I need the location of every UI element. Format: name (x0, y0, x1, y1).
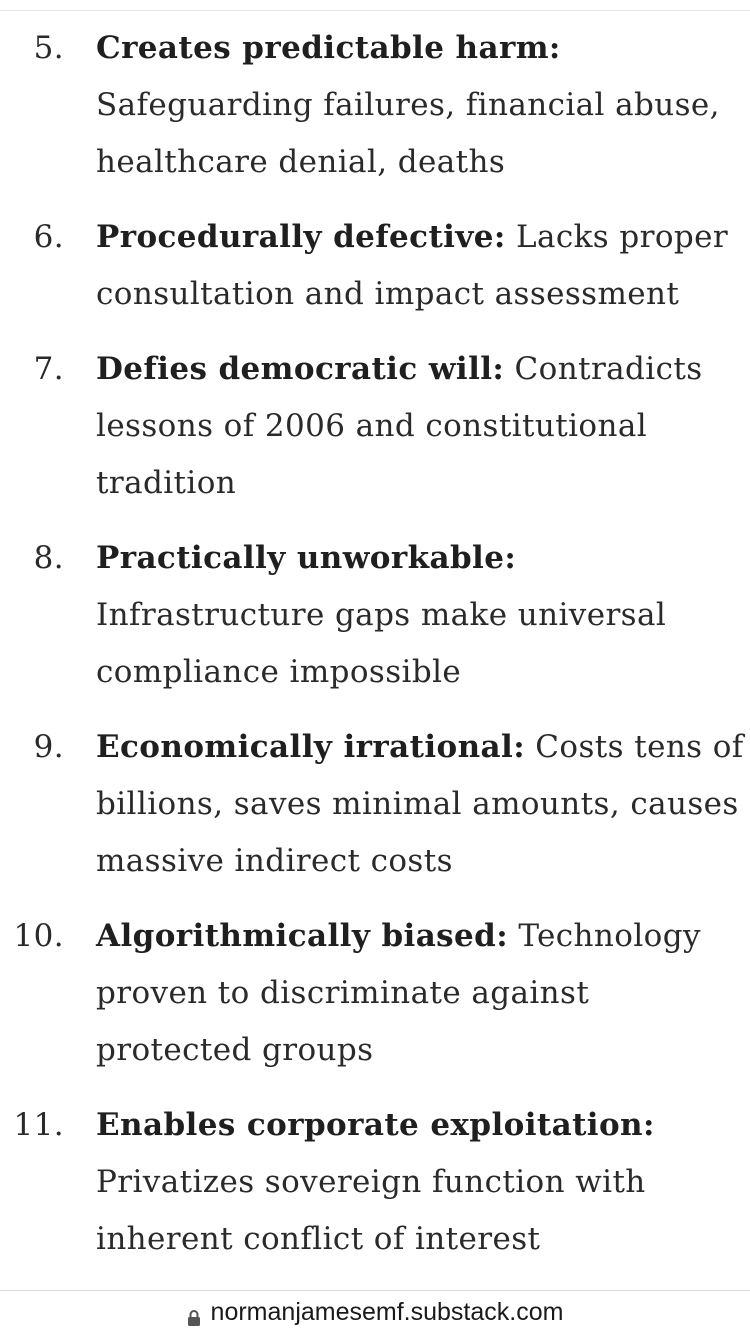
url-text[interactable]: normanjamesemf.substack.com (210, 1298, 564, 1326)
list-item-text: Privatizes sovereign function with inherent conflict of interest (96, 1164, 646, 1257)
numbered-list (0, 20, 750, 1286)
list-item-term: Practically unworkable: (96, 540, 517, 576)
list-item-term: Enables corporate exploitation: (96, 1107, 655, 1143)
list-item-number: 6. (33, 219, 64, 255)
top-divider (0, 10, 750, 11)
list-item (0, 20, 750, 191)
list-item-term: Algorithmically biased: (96, 918, 509, 954)
list-item (0, 530, 750, 701)
list-item-term: Defies democratic will: (96, 351, 505, 387)
list-item-number: 7. (33, 351, 64, 387)
list-item-text: Lacks proper consultation and impact assessment (96, 219, 729, 312)
lock-icon (187, 1305, 201, 1323)
list-item (0, 341, 750, 512)
list-item-number: 5. (33, 30, 64, 66)
list-item-text: Safeguarding failures, financial abuse, healthcare denial, deaths (96, 87, 720, 180)
list-item-number: 10. (13, 918, 64, 954)
browser-url-bar[interactable] (0, 1291, 750, 1334)
list-item-number: 9. (33, 729, 64, 765)
list-item (0, 908, 750, 1079)
list-item-text: Contradicts lessons of 2006 and constitutional tradition (96, 351, 703, 501)
list-item-text: Costs tens of billions, saves minimal amounts, causes massive indirect costs (96, 729, 744, 879)
list-item-text: Technology proven to discriminate against protected groups (96, 918, 701, 1068)
list-item-term: Creates predictable harm: (96, 30, 561, 66)
list-item (0, 209, 750, 323)
list-item-term: Economically irrational: (96, 729, 526, 765)
list-item-text: Infrastructure gaps make universal compliance impossible (96, 597, 667, 690)
list-item-term: Procedurally defective: (96, 219, 506, 255)
list-item (0, 1097, 750, 1268)
list-item-number: 11. (13, 1107, 64, 1143)
list-item-number: 8. (33, 540, 64, 576)
list-item (0, 719, 750, 890)
